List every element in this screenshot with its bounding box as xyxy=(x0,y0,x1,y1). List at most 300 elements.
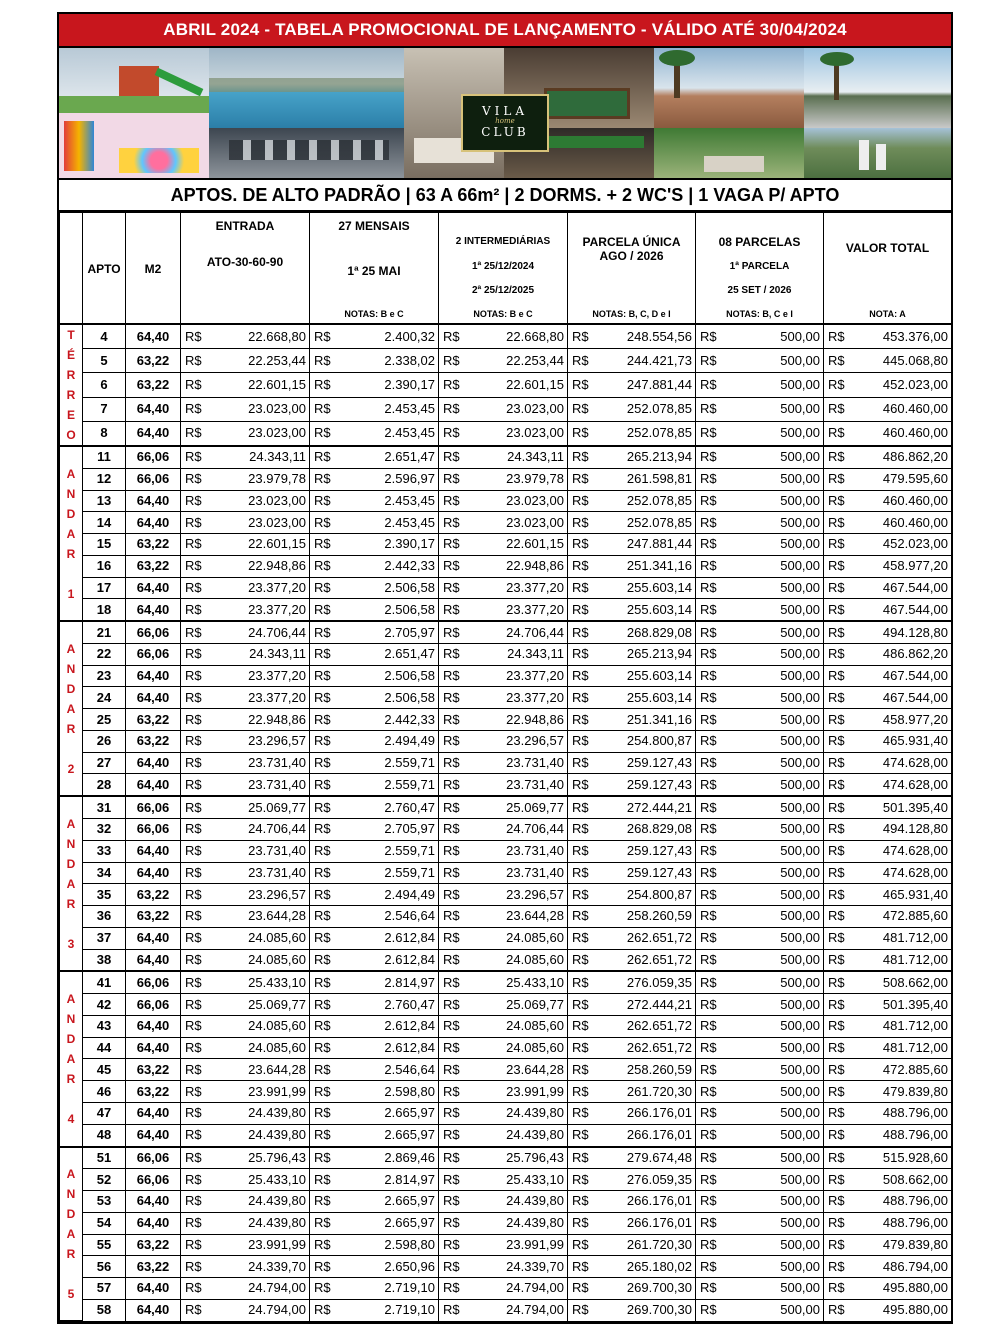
m2-cell: 64,40 xyxy=(126,397,181,421)
apto-cell: 51 xyxy=(83,1147,126,1169)
currency-symbol: R$ xyxy=(700,1040,717,1056)
currency-symbol: R$ xyxy=(443,1215,460,1231)
amount-value: 467.544,00 xyxy=(882,689,948,705)
currency-symbol: R$ xyxy=(572,776,589,792)
intermediarias-cell xyxy=(439,884,568,906)
mensais-cell xyxy=(310,512,439,534)
valor-total-cell xyxy=(824,1081,952,1103)
amount-value: 474.628,00 xyxy=(882,843,948,859)
currency-symbol: R$ xyxy=(700,1083,717,1099)
m2-cell: 66,06 xyxy=(126,1169,181,1191)
amount-value: 266.176,01 xyxy=(626,1193,692,1209)
amount-value: 460.460,00 xyxy=(882,514,948,530)
currency-symbol: R$ xyxy=(572,799,589,815)
intermediarias-cell xyxy=(439,490,568,512)
floor-label-letter: R xyxy=(66,896,76,911)
pool-photo xyxy=(209,48,404,128)
currency-symbol: R$ xyxy=(443,908,460,924)
parcelas-cell xyxy=(696,1278,824,1300)
currency-symbol: R$ xyxy=(828,514,845,530)
currency-symbol: R$ xyxy=(314,733,331,749)
parcela-unica-cell xyxy=(568,1169,696,1191)
m2-cell: 64,40 xyxy=(126,665,181,687)
currency-symbol: R$ xyxy=(185,376,202,392)
table-row xyxy=(60,709,952,731)
amount-value: 23.377,20 xyxy=(506,601,564,617)
amount-value: 276.059,35 xyxy=(626,974,692,990)
mensais-cell xyxy=(310,1059,439,1081)
floor-label xyxy=(60,621,83,796)
entrada-cell xyxy=(181,1169,310,1191)
amount-value: 500,00 xyxy=(780,996,820,1012)
table-row xyxy=(60,774,952,796)
apto-cell: 21 xyxy=(83,621,126,643)
currency-symbol: R$ xyxy=(314,689,331,705)
amount-value: 276.059,35 xyxy=(626,1171,692,1187)
mensais-cell xyxy=(310,884,439,906)
amount-value: 22.601,15 xyxy=(248,376,306,392)
toy-room-photo xyxy=(59,113,209,178)
amount-value: 508.662,00 xyxy=(882,974,948,990)
currency-symbol: R$ xyxy=(314,1302,331,1318)
intermediarias-cell xyxy=(439,577,568,599)
floor-label-letter: A xyxy=(66,816,76,831)
amount-value: 23.377,20 xyxy=(506,579,564,595)
intermediarias-cell xyxy=(439,349,568,373)
parcela-unica-cell xyxy=(568,621,696,643)
amount-value: 25.069,77 xyxy=(248,996,306,1012)
parcela-unica-cell xyxy=(568,421,696,446)
parcelas-cell xyxy=(696,1299,824,1321)
currency-symbol: R$ xyxy=(700,401,717,417)
amount-value: 2.612,84 xyxy=(384,1018,435,1034)
entrada-cell xyxy=(181,796,310,818)
parcelas-cell xyxy=(696,1191,824,1213)
amount-value: 2.598,80 xyxy=(384,1083,435,1099)
amount-value: 24.343,11 xyxy=(507,646,564,662)
amount-value: 23.731,40 xyxy=(248,755,306,771)
intermediarias-cell xyxy=(439,906,568,928)
amount-value: 23.296,57 xyxy=(506,733,564,749)
amount-value: 24.706,44 xyxy=(506,624,564,640)
amount-value: 500,00 xyxy=(780,401,820,417)
floor-label-letter: N xyxy=(66,836,76,851)
amount-value: 25.069,77 xyxy=(506,996,564,1012)
amount-value: 2.338,02 xyxy=(384,352,435,368)
currency-symbol: R$ xyxy=(828,1149,845,1165)
valor-total-cell xyxy=(824,949,952,971)
currency-symbol: R$ xyxy=(185,689,202,705)
currency-symbol: R$ xyxy=(185,1236,202,1252)
mensais-cell xyxy=(310,819,439,841)
amount-value: 488.796,00 xyxy=(882,1105,948,1121)
currency-symbol: R$ xyxy=(572,1236,589,1252)
apto-cell: 47 xyxy=(83,1102,126,1124)
product-summary: APTOS. DE ALTO PADRÃO | 63 A 66m² | 2 DORMS. + 2 WC'S | 1 VAGA P/ APTO xyxy=(59,180,951,212)
apto-cell: 26 xyxy=(83,730,126,752)
intermediarias-cell xyxy=(439,796,568,818)
mensais-cell xyxy=(310,1299,439,1321)
intermediarias-cell xyxy=(439,994,568,1016)
apto-cell: 7 xyxy=(83,397,126,421)
floor-label-letter: 3 xyxy=(67,936,75,951)
amount-value: 261.720,30 xyxy=(626,1236,692,1252)
currency-symbol: R$ xyxy=(572,514,589,530)
m2-cell: 63,22 xyxy=(126,373,181,397)
currency-symbol: R$ xyxy=(314,449,331,465)
currency-symbol: R$ xyxy=(572,1105,589,1121)
currency-symbol: R$ xyxy=(314,536,331,552)
currency-symbol: R$ xyxy=(314,425,331,441)
amount-value: 265.180,02 xyxy=(626,1258,692,1274)
parcelas-cell xyxy=(696,709,824,731)
currency-symbol: R$ xyxy=(828,352,845,368)
entrada-cell xyxy=(181,1191,310,1213)
currency-symbol: R$ xyxy=(185,1302,202,1318)
amount-value: 500,00 xyxy=(780,449,820,465)
amount-value: 458.977,20 xyxy=(882,711,948,727)
entrada-cell xyxy=(181,752,310,774)
currency-symbol: R$ xyxy=(572,908,589,924)
amount-value: 474.628,00 xyxy=(882,755,948,771)
amount-value: 262.651,72 xyxy=(626,1040,692,1056)
currency-symbol: R$ xyxy=(700,449,717,465)
currency-symbol: R$ xyxy=(443,821,460,837)
parcelas-cell xyxy=(696,665,824,687)
table-row xyxy=(60,840,952,862)
amount-value: 23.377,20 xyxy=(506,689,564,705)
currency-symbol: R$ xyxy=(700,908,717,924)
apto-cell: 11 xyxy=(83,446,126,468)
amount-value: 2.612,84 xyxy=(384,1040,435,1056)
currency-symbol: R$ xyxy=(314,1127,331,1143)
currency-symbol: R$ xyxy=(314,1105,331,1121)
amount-value: 2.494,49 xyxy=(384,733,435,749)
entrada-cell xyxy=(181,324,310,349)
parcela-unica-cell xyxy=(568,373,696,397)
valor-total-cell xyxy=(824,796,952,818)
amount-value: 2.665,97 xyxy=(384,1127,435,1143)
parcela-unica-cell xyxy=(568,555,696,577)
amount-value: 279.674,48 xyxy=(626,1149,692,1165)
currency-symbol: R$ xyxy=(828,864,845,880)
m2-cell: 63,22 xyxy=(126,884,181,906)
amount-value: 23.377,20 xyxy=(506,668,564,684)
currency-symbol: R$ xyxy=(314,471,331,487)
currency-symbol: R$ xyxy=(572,864,589,880)
currency-symbol: R$ xyxy=(828,908,845,924)
currency-symbol: R$ xyxy=(185,776,202,792)
currency-symbol: R$ xyxy=(828,401,845,417)
amount-value: 2.559,71 xyxy=(384,843,435,859)
m2-cell: 64,40 xyxy=(126,490,181,512)
mensais-cell xyxy=(310,994,439,1016)
valor-total-cell xyxy=(824,421,952,446)
amount-value: 2.612,84 xyxy=(384,951,435,967)
valor-total-cell xyxy=(824,373,952,397)
currency-symbol: R$ xyxy=(314,514,331,530)
amount-value: 500,00 xyxy=(780,471,820,487)
parcela-unica-cell xyxy=(568,1147,696,1169)
amount-value: 24.085,60 xyxy=(506,1018,564,1034)
entrada-cell xyxy=(181,446,310,468)
entrada-cell xyxy=(181,1124,310,1146)
amount-value: 24.439,80 xyxy=(248,1127,306,1143)
currency-symbol: R$ xyxy=(828,996,845,1012)
parcelas-cell xyxy=(696,730,824,752)
parcelas-cell xyxy=(696,1015,824,1037)
currency-symbol: R$ xyxy=(700,843,717,859)
apto-cell: 12 xyxy=(83,468,126,490)
currency-symbol: R$ xyxy=(828,471,845,487)
intermediarias-cell xyxy=(439,1299,568,1321)
parcela-unica-cell xyxy=(568,774,696,796)
amount-value: 500,00 xyxy=(780,1127,820,1143)
m2-cell: 64,40 xyxy=(126,1015,181,1037)
currency-symbol: R$ xyxy=(828,1193,845,1209)
parcela-unica-cell xyxy=(568,1212,696,1234)
floor-label-letter xyxy=(60,739,82,759)
currency-symbol: R$ xyxy=(572,996,589,1012)
amount-value: 23.644,28 xyxy=(506,1061,564,1077)
price-table xyxy=(59,212,952,1322)
currency-symbol: R$ xyxy=(185,1061,202,1077)
amount-value: 500,00 xyxy=(780,821,820,837)
currency-symbol: R$ xyxy=(185,579,202,595)
amount-value: 500,00 xyxy=(780,1040,820,1056)
amount-value: 24.439,80 xyxy=(506,1127,564,1143)
mensais-cell xyxy=(310,1256,439,1278)
currency-symbol: R$ xyxy=(828,1061,845,1077)
amount-value: 251.341,16 xyxy=(626,558,692,574)
apto-cell: 56 xyxy=(83,1256,126,1278)
currency-symbol: R$ xyxy=(700,1061,717,1077)
amount-value: 244.421,73 xyxy=(626,352,692,368)
valor-total-cell xyxy=(824,397,952,421)
amount-value: 23.023,00 xyxy=(248,401,306,417)
currency-symbol: R$ xyxy=(572,352,589,368)
currency-symbol: R$ xyxy=(572,1171,589,1187)
currency-symbol: R$ xyxy=(828,974,845,990)
intermediarias-cell xyxy=(439,373,568,397)
amount-value: 465.931,40 xyxy=(882,886,948,902)
floor-label-letter: A xyxy=(66,466,76,481)
apto-cell: 18 xyxy=(83,599,126,621)
entrada-header: ENTRADA ATO-30-60-90 xyxy=(181,213,310,325)
table-row xyxy=(60,884,952,906)
currency-symbol: R$ xyxy=(700,1127,717,1143)
currency-symbol: R$ xyxy=(828,492,845,508)
mensais-cell xyxy=(310,906,439,928)
amount-value: 22.601,15 xyxy=(506,536,564,552)
currency-symbol: R$ xyxy=(443,492,460,508)
parcela-unica-cell xyxy=(568,490,696,512)
m2-cell: 64,40 xyxy=(126,577,181,599)
floor-label-letter: R xyxy=(66,546,76,561)
amount-value: 2.453,45 xyxy=(384,425,435,441)
parcelas-cell xyxy=(696,512,824,534)
currency-symbol: R$ xyxy=(700,886,717,902)
currency-symbol: R$ xyxy=(185,1280,202,1296)
parcela-unica-cell xyxy=(568,643,696,665)
currency-symbol: R$ xyxy=(185,821,202,837)
currency-symbol: R$ xyxy=(185,733,202,749)
parcelas-cell xyxy=(696,1169,824,1191)
currency-symbol: R$ xyxy=(314,579,331,595)
amount-value: 472.885,60 xyxy=(882,1061,948,1077)
intermediarias-cell xyxy=(439,1278,568,1300)
amount-value: 500,00 xyxy=(780,1236,820,1252)
table-row xyxy=(60,665,952,687)
amount-value: 488.796,00 xyxy=(882,1215,948,1231)
amount-value: 494.128,80 xyxy=(882,624,948,640)
amount-value: 500,00 xyxy=(780,1280,820,1296)
amount-value: 248.554,56 xyxy=(626,328,692,344)
currency-symbol: R$ xyxy=(443,1061,460,1077)
parcela-unica-cell xyxy=(568,687,696,709)
amount-value: 272.444,21 xyxy=(626,996,692,1012)
apto-cell: 34 xyxy=(83,862,126,884)
parcela-unica-cell xyxy=(568,971,696,993)
amount-value: 500,00 xyxy=(780,425,820,441)
amount-value: 22.668,80 xyxy=(248,328,306,344)
m2-cell: 66,06 xyxy=(126,1147,181,1169)
floor-label-letter: R xyxy=(66,388,76,402)
entrada-cell xyxy=(181,1212,310,1234)
amount-value: 2.612,84 xyxy=(384,930,435,946)
floor-label-letter: 1 xyxy=(67,586,75,601)
apto-cell: 53 xyxy=(83,1191,126,1213)
currency-symbol: R$ xyxy=(185,908,202,924)
currency-symbol: R$ xyxy=(700,471,717,487)
valor-total-cell xyxy=(824,1299,952,1321)
entrada-cell xyxy=(181,709,310,731)
m2-cell: 66,06 xyxy=(126,643,181,665)
apto-cell: 5 xyxy=(83,349,126,373)
currency-symbol: R$ xyxy=(443,1280,460,1296)
floor-label-letter: N xyxy=(66,661,76,676)
currency-symbol: R$ xyxy=(185,711,202,727)
m2-cell: 64,40 xyxy=(126,687,181,709)
amount-value: 2.453,45 xyxy=(384,492,435,508)
amount-value: 25.433,10 xyxy=(248,1171,306,1187)
currency-symbol: R$ xyxy=(572,755,589,771)
currency-symbol: R$ xyxy=(700,1302,717,1318)
amount-value: 24.085,60 xyxy=(248,1018,306,1034)
entrada-cell xyxy=(181,512,310,534)
mensais-cell xyxy=(310,373,439,397)
currency-symbol: R$ xyxy=(828,711,845,727)
amount-value: 500,00 xyxy=(780,1171,820,1187)
currency-symbol: R$ xyxy=(572,558,589,574)
currency-symbol: R$ xyxy=(443,1171,460,1187)
currency-symbol: R$ xyxy=(572,974,589,990)
currency-symbol: R$ xyxy=(443,733,460,749)
table-row xyxy=(60,599,952,621)
entrada-cell xyxy=(181,1037,310,1059)
table-row xyxy=(60,1015,952,1037)
amount-value: 268.829,08 xyxy=(626,624,692,640)
amount-value: 22.601,15 xyxy=(506,376,564,392)
amount-value: 25.796,43 xyxy=(506,1149,564,1165)
parcela-unica-cell xyxy=(568,1124,696,1146)
amount-value: 22.948,86 xyxy=(506,711,564,727)
amount-value: 479.839,80 xyxy=(882,1236,948,1252)
amount-value: 500,00 xyxy=(780,1149,820,1165)
valor-total-cell xyxy=(824,1256,952,1278)
currency-symbol: R$ xyxy=(572,646,589,662)
parcela-unica-cell xyxy=(568,752,696,774)
currency-symbol: R$ xyxy=(314,711,331,727)
apto-cell: 4 xyxy=(83,324,126,349)
currency-symbol: R$ xyxy=(700,711,717,727)
parcela-unica-cell xyxy=(568,906,696,928)
amount-value: 2.494,49 xyxy=(384,886,435,902)
amount-value: 261.598,81 xyxy=(626,471,692,487)
apto-cell: 6 xyxy=(83,373,126,397)
currency-symbol: R$ xyxy=(443,711,460,727)
floor-label-letter: R xyxy=(66,1071,76,1086)
amount-value: 268.829,08 xyxy=(626,821,692,837)
intermediarias-cell xyxy=(439,730,568,752)
parcela-unica-cell xyxy=(568,1299,696,1321)
amount-value: 2.719,10 xyxy=(384,1302,435,1318)
m2-cell: 63,22 xyxy=(126,1234,181,1256)
parcela-unica-cell xyxy=(568,1102,696,1124)
parcela-unica-cell xyxy=(568,324,696,349)
currency-symbol: R$ xyxy=(700,579,717,595)
mensais-cell xyxy=(310,534,439,556)
parcela-unica-cell xyxy=(568,884,696,906)
currency-symbol: R$ xyxy=(828,1105,845,1121)
amount-value: 500,00 xyxy=(780,646,820,662)
valor-total-cell xyxy=(824,1147,952,1169)
table-row xyxy=(60,819,952,841)
currency-symbol: R$ xyxy=(572,1258,589,1274)
currency-symbol: R$ xyxy=(828,1040,845,1056)
currency-symbol: R$ xyxy=(700,601,717,617)
currency-symbol: R$ xyxy=(572,951,589,967)
apto-cell: 17 xyxy=(83,577,126,599)
intermediarias-cell xyxy=(439,1081,568,1103)
floor-label-letter: R xyxy=(66,368,76,382)
amount-value: 2.665,97 xyxy=(384,1105,435,1121)
currency-symbol: R$ xyxy=(828,733,845,749)
currency-symbol: R$ xyxy=(443,843,460,859)
m2-cell: 63,22 xyxy=(126,534,181,556)
amount-value: 22.601,15 xyxy=(248,536,306,552)
currency-symbol: R$ xyxy=(572,1302,589,1318)
table-row xyxy=(60,577,952,599)
currency-symbol: R$ xyxy=(443,1018,460,1034)
m2-cell: 66,06 xyxy=(126,796,181,818)
parcela-unica-cell xyxy=(568,1278,696,1300)
amount-value: 23.731,40 xyxy=(506,755,564,771)
amount-value: 500,00 xyxy=(780,755,820,771)
currency-symbol: R$ xyxy=(828,1018,845,1034)
amount-value: 23.731,40 xyxy=(506,843,564,859)
parcelas-header: 08 PARCELAS 1ª PARCELA 25 SET / 2026 NOTAS: B, C e I xyxy=(696,213,824,325)
parcelas-cell xyxy=(696,819,824,841)
floor-label-letter: 2 xyxy=(67,761,75,776)
amount-value: 500,00 xyxy=(780,601,820,617)
m2-cell: 66,06 xyxy=(126,621,181,643)
currency-symbol: R$ xyxy=(572,733,589,749)
amount-value: 23.023,00 xyxy=(506,492,564,508)
currency-symbol: R$ xyxy=(700,1149,717,1165)
amount-value: 25.433,10 xyxy=(506,1171,564,1187)
table-row xyxy=(60,906,952,928)
